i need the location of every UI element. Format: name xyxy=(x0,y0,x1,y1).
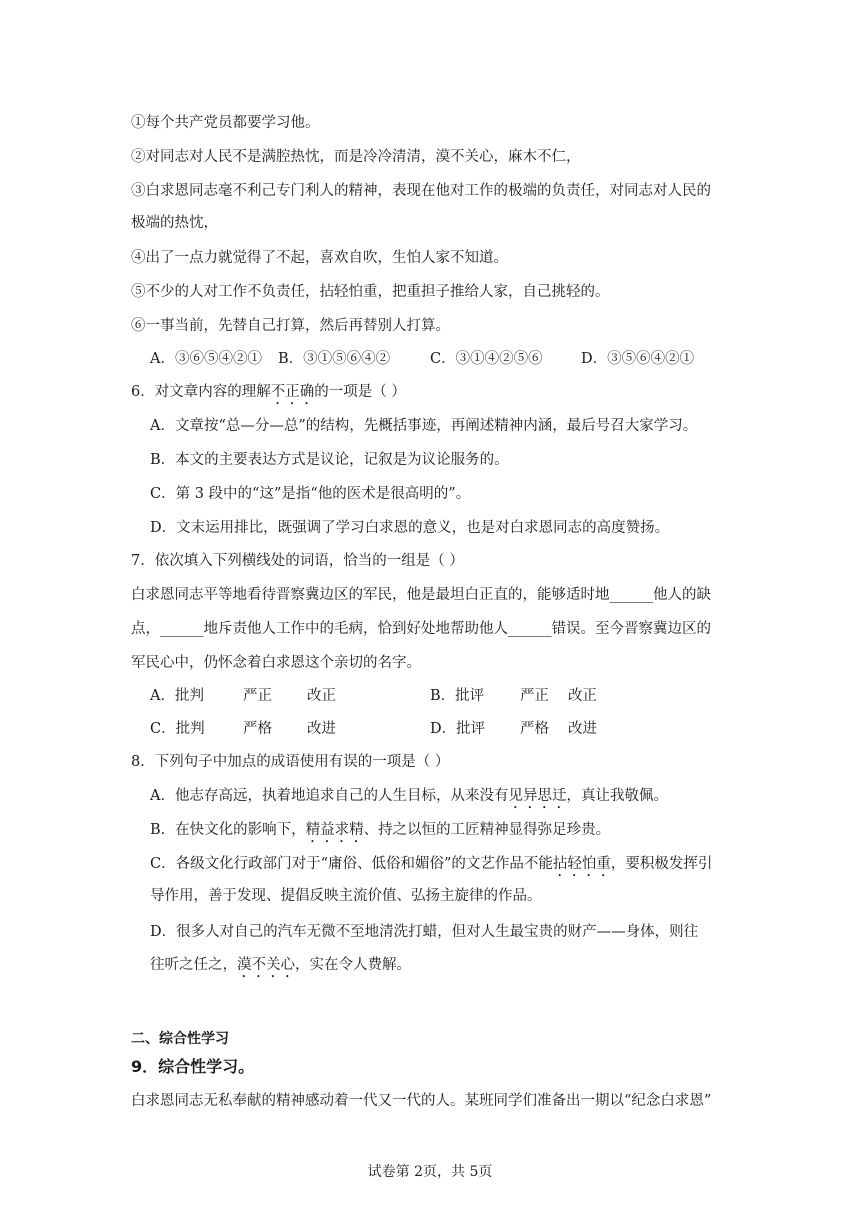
list-item-3: ③白求恩同志毫不利己专门利人的精神，表现在他对工作的极端的负责任，对同志对人民的 xyxy=(131,183,711,199)
q7-option-b-3: 改正 xyxy=(568,688,597,704)
q7-stem: 7．依次填入下列横线处的词语，恰当的一组是（ ） xyxy=(131,553,464,569)
q6-option-d: D．文末运用排比，既强调了学习白求恩的意义，也是对白求恩同志的高度赞扬。 xyxy=(150,520,670,536)
q9-text: 白求恩同志无私奉献的精神感动着一代又一代的人。某班同学们准备出一期以“纪念白求恩” xyxy=(131,1093,712,1109)
q7-option-d: D．批评 xyxy=(430,721,486,737)
q8-option-a xyxy=(150,786,668,812)
q7-option-d-2: 严格 xyxy=(520,721,549,737)
q6-option-b: B．本文的主要表达方式是议论，记叙是为议论服务的。 xyxy=(150,452,509,468)
q7-option-c-3: 改进 xyxy=(307,721,336,737)
q7-passage-1: 白求恩同志平等地看待晋察冀边区的军民，他是最坦白正直的，能够适时地______他人的缺 xyxy=(131,587,711,603)
q8-option-d: D．很多人对自己的汽车无微不至地清洗打蜡，但对人生最宝贵的财产——身体，则往 xyxy=(150,924,699,940)
q8-b-idiom: 精益求精 xyxy=(305,822,364,838)
q8-stem: 8．下列句子中加点的成语使用有误的一项是（ ） xyxy=(131,754,450,770)
q8-option-c-cont: 导作用，善于发现、提倡反映主流价值、弘扬主旋律的作品。 xyxy=(150,888,542,904)
q5-option-c: C．③①④②⑤⑥ xyxy=(430,351,543,367)
q8-b-post: 、持之以恒的工匠精神显得弥足珍贵。 xyxy=(363,822,611,838)
list-item-3-cont: 极端的热忱， xyxy=(131,215,218,231)
q8-d-pre: 往听之任之， xyxy=(150,957,237,973)
list-item-4: ④出了一点力就觉得了不起，喜欢自吹，生怕人家不知道。 xyxy=(131,250,508,266)
q7-option-c-2: 严格 xyxy=(243,721,272,737)
q6-stem-post: 的一项是（ ） xyxy=(314,384,406,400)
q7-option-d-3: 改进 xyxy=(568,721,597,737)
q7-option-a-2: 严正 xyxy=(243,688,272,704)
section-heading: 二、综合性学习 xyxy=(131,1031,229,1047)
q7-option-b-2: 严正 xyxy=(520,688,549,704)
q7-passage-2: 点，______地斥责他人工作中的毛病，恰到好处地帮助他人______错误。至今晋察冀边区的 xyxy=(131,621,711,637)
list-item-1: ①每个共产党员都要学习他。 xyxy=(131,115,320,131)
page-footer: 试卷第 2页，共 5页 xyxy=(367,1164,493,1180)
q5-option-b: B．③①⑤⑥④② xyxy=(278,351,391,367)
list-item-2: ②对同志对人民不是满腔热忱，而是冷冷清清，漠不关心，麻木不仁， xyxy=(131,149,581,165)
q6-option-c: C．第 3 段中的“这”是指“他的医术是很高明的”。 xyxy=(150,486,471,502)
q6-stem-pre: 6．对文章内容的理解 xyxy=(131,384,271,400)
q7-option-a-3: 改正 xyxy=(307,688,336,704)
q5-option-d: D．③⑤⑥④②① xyxy=(581,351,695,367)
q6-stem-emphasis: 不正确 xyxy=(270,384,315,400)
q6-stem xyxy=(131,382,406,408)
q8-c-idiom: 拈轻怕重 xyxy=(552,856,611,872)
q8-option-b xyxy=(150,820,610,846)
q7-option-b: B．批评 xyxy=(430,688,485,704)
q8-b-pre: B．在快文化的影响下， xyxy=(150,822,306,838)
list-item-5: ⑤不少的人对工作不负责任，拈轻怕重，把重担子推给人家，自己挑轻的。 xyxy=(131,284,610,300)
q8-d-idiom: 漠不关心 xyxy=(237,957,295,973)
q8-c-post: ，要积极发挥引 xyxy=(610,856,713,872)
q8-a-pre: A．他志存高远，执着地追求自己的人生目标，从来没有 xyxy=(150,788,509,804)
q8-c-pre: C．各级文化行政部门对于“庸俗、低俗和媚俗”的文艺作品不能 xyxy=(150,856,553,872)
q8-a-idiom: 见异思迁 xyxy=(508,788,567,804)
q7-passage-3: 军民心中，仍怀念着白求恩这个亲切的名字。 xyxy=(131,655,421,671)
q6-option-a: A．文章按“总—分—总”的结构，先概括事迹，再阐述精神内涵，最后号召大家学习。 xyxy=(150,418,698,434)
q8-d-post: ，实在令人费解。 xyxy=(295,957,411,973)
q7-option-a: A．批判 xyxy=(150,688,204,704)
q8-option-c xyxy=(150,854,712,880)
q8-option-d-cont xyxy=(150,955,411,981)
q7-option-c: C．批判 xyxy=(150,721,205,737)
q8-a-post: ，真让我敬佩。 xyxy=(566,788,668,804)
q9-title: 9．综合性学习。 xyxy=(131,1057,255,1076)
list-item-6: ⑥一事当前，先替自己打算，然后再替别人打算。 xyxy=(131,318,450,334)
q5-option-a: A．③⑥⑤④②① xyxy=(150,351,262,367)
